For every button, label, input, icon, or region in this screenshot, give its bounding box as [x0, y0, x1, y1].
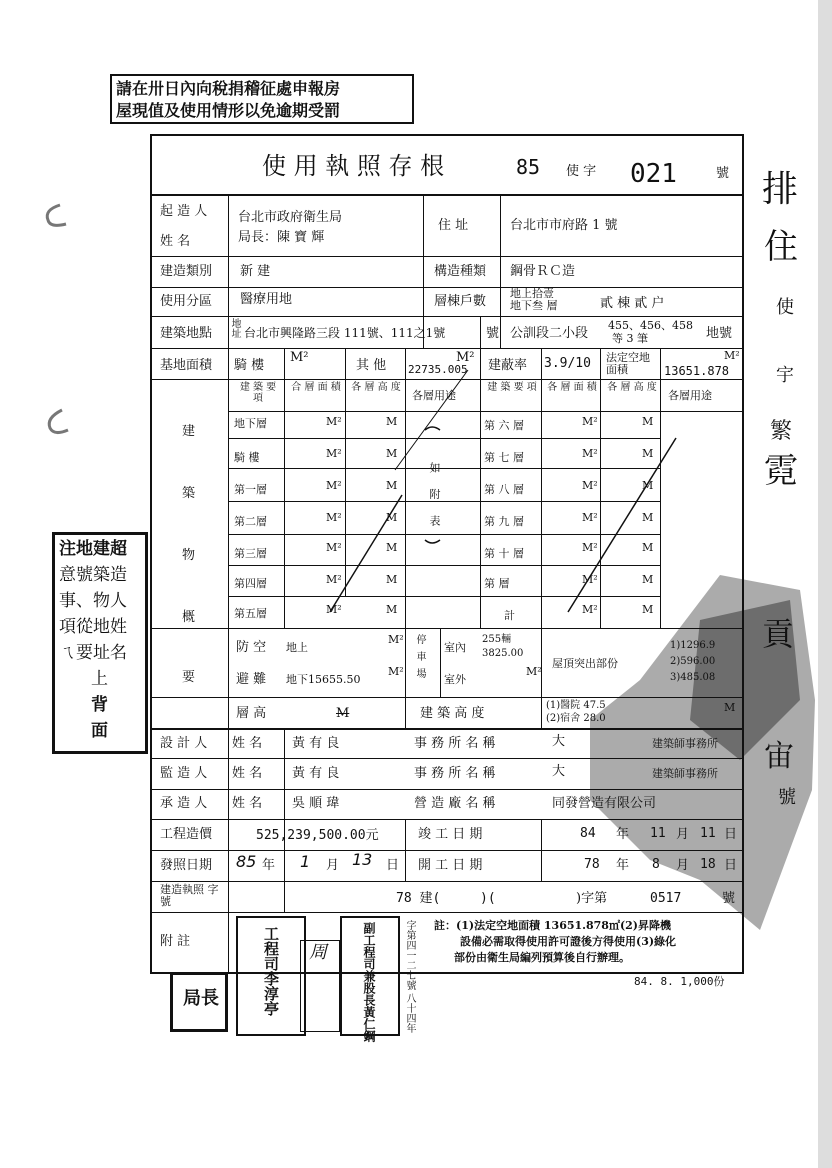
month-char: 月: [676, 827, 690, 842]
unit-m: M: [724, 701, 736, 714]
indoor-label: 室內: [444, 641, 466, 654]
floor-label: 第 八 層: [484, 483, 524, 496]
designer-name: 黃 有 良: [292, 736, 340, 751]
approver2-stamp: [340, 916, 400, 1042]
issue-date-label: 發照日期: [160, 858, 213, 873]
side-notice: [52, 532, 148, 754]
unit-m: M: [386, 447, 398, 460]
shelter-label-top: 防 空: [236, 640, 267, 655]
side-notice-line: ㄟ要址名: [59, 643, 127, 663]
tax-notice-line2: 屋現值及使用情形以免逾期受罰: [116, 101, 341, 120]
lot-numbers-2: 等 3 筆: [612, 332, 648, 345]
office-label: 事 務 所 名 稱: [414, 736, 496, 751]
punch-hole: [49, 410, 68, 433]
unit-m2: M²: [582, 447, 598, 460]
col-height-header: 各 層 高 度: [351, 382, 401, 393]
builder-label: 起 造 人: [160, 204, 208, 219]
buildings-value: 貳 棟 貳 户: [600, 296, 665, 311]
use-zone-value: 醫療用地: [240, 292, 293, 307]
engineer-stamp-text: 工程司李淳亭: [262, 926, 280, 1016]
address-value: 台北市市府路 1 號: [510, 218, 618, 233]
official-seal-text: 局長: [183, 988, 219, 1009]
floor-label: 第四層: [234, 577, 267, 590]
col-usage-header: 各層用途: [412, 389, 456, 402]
builder-value-2: 局長：陳 寶 輝: [238, 230, 325, 245]
roof-value: 3)485.08: [670, 672, 716, 683]
floor-label: 第 十 層: [484, 547, 524, 560]
supervisor-name: 黃 有 良: [292, 766, 340, 781]
issue-day: 13: [352, 850, 373, 869]
floor-label: 第五層: [234, 607, 267, 620]
designer-office-tail: 建築師事務所: [652, 737, 718, 750]
floor-label: 第 九 層: [484, 515, 524, 528]
remark-line-3: 部份由衛生局編列預算後自行辦理。: [454, 951, 630, 964]
name-label: 姓 名: [232, 736, 263, 751]
completion-month: 11: [650, 826, 666, 841]
floor-label: 第一層: [234, 483, 267, 496]
month-char: 月: [676, 858, 690, 873]
permit-number: 0517: [650, 891, 682, 906]
supervisor-office: 大: [552, 764, 566, 779]
site-address-value: 台北市興隆路三段 111號、111之1號: [244, 326, 446, 340]
form-number-suffix: 號: [716, 166, 730, 181]
unit-m: M: [386, 541, 398, 554]
building-height-label: 建 築 高 度: [420, 706, 485, 721]
remark-line-1: 註：(1)法定空地面積 13651.878㎡(2)昇降機: [434, 919, 672, 932]
remark-line-2: 設備必需取得使用許可證後方得使用(3)綠化: [460, 935, 677, 948]
cost-value: 525,239,500.00元: [256, 828, 379, 843]
unit-m: M: [386, 573, 398, 586]
usage-note: 如 附 表: [428, 462, 441, 532]
supervisor-office-tail: 建築師事務所: [652, 767, 718, 780]
col-area2-header: 各 層 面 積: [547, 382, 597, 393]
unit-m: M: [642, 447, 654, 460]
date-stamp-note: 字第四一二七號 八十四年: [404, 920, 415, 1034]
height-value: (1)醫院 47.5: [546, 700, 606, 711]
year-char: 年: [616, 858, 630, 873]
permit-mid2: )字第: [576, 891, 608, 906]
unit-m2: M²: [388, 665, 404, 678]
coverage-label: 建蔽率: [488, 358, 528, 373]
side-notice-line: 注地建超: [59, 539, 127, 559]
outdoor-label: 室外: [444, 673, 466, 686]
parking-label: 停 車 場: [414, 634, 425, 681]
unit-m2: M²: [388, 633, 404, 646]
other-label: 其 他: [356, 358, 387, 373]
lot-suffix: 地號: [706, 326, 733, 341]
unit-m2: M²: [582, 511, 598, 524]
tax-notice: [110, 74, 414, 124]
remarks-label: 附 註: [160, 934, 191, 949]
legal-open-label: 法定空地面積: [606, 351, 650, 376]
company-label: 營 造 廠 名 稱: [414, 796, 496, 811]
unit-m: M: [386, 603, 398, 616]
arcade-label: 騎 樓: [234, 358, 265, 373]
height-value: (2)宿舍 28.0: [546, 713, 606, 724]
side-stamp-char: 貢: [762, 615, 795, 653]
floors-label: 層棟戶數: [434, 294, 487, 309]
contractor-company: 同發營造有限公司: [552, 796, 657, 811]
unit-m: M: [386, 415, 398, 428]
issue-month: 1: [300, 852, 311, 871]
floor-label: 第二層: [234, 515, 267, 528]
parking-indoor-count: 255輛: [482, 634, 512, 645]
site-location-sub: 地址: [229, 318, 240, 338]
start-year: 78: [584, 857, 600, 872]
contractor-label: 承 造 人: [160, 796, 208, 811]
side-notice-line: 背: [91, 695, 108, 715]
build-category-value: 新 建: [240, 264, 271, 279]
section-char: 要: [182, 670, 196, 685]
col-usage2-header: 各層用途: [668, 389, 712, 402]
floors-below: 地下叁 層: [510, 299, 558, 312]
permit-label: 建造執照 字 號: [160, 883, 219, 908]
floor-height-value: M: [336, 706, 350, 721]
side-stamp-char: 排: [762, 169, 799, 210]
coverage-value: 3.9/10: [544, 356, 591, 371]
use-zone-label: 使用分區: [160, 294, 213, 309]
unit-m2: M²: [582, 479, 598, 492]
side-notice-line: 面: [91, 721, 108, 741]
unit-m2: M²: [326, 573, 342, 586]
section-char: 建: [182, 424, 196, 439]
floor-label: 騎 樓: [234, 451, 260, 464]
roof-value: 1)1296.9: [670, 640, 716, 651]
day-char: 日: [724, 827, 738, 842]
unit-m2: M²: [724, 349, 740, 362]
unit-m2: M²: [326, 511, 342, 524]
structure-value: 鋼骨ＲＣ造: [510, 264, 576, 279]
office-label: 事 務 所 名 稱: [414, 766, 496, 781]
parking-indoor-area: 3825.00: [482, 648, 524, 659]
side-notice-line: 上: [91, 669, 108, 689]
unit-m2: M²: [326, 603, 342, 616]
start-day: 18: [700, 857, 716, 872]
roof-value: 2)596.00: [670, 656, 716, 667]
floor-label: 第三層: [234, 547, 267, 560]
col-area-header: 合 層 面 積: [291, 382, 341, 393]
scan-edge: [818, 0, 832, 1168]
unit-m: M: [642, 573, 654, 586]
col-item-header: 建 築 要 項: [239, 382, 277, 404]
start-label: 開 工 日 期: [418, 858, 483, 873]
roof-label: 屋頂突出部份: [552, 657, 618, 670]
approver2-stamp-text: 副工程司兼股長黃仁鋼: [362, 922, 376, 1042]
legal-open-value: 13651.878: [664, 364, 730, 378]
side-stamp-char: 繁: [770, 419, 793, 444]
cost-label: 工程造價: [160, 827, 213, 842]
lot-no-label: 號: [486, 326, 500, 341]
unit-m2: M²: [326, 447, 342, 460]
form-title: 使 用 執 照 存 根: [262, 152, 445, 180]
unit-m: M: [642, 511, 654, 524]
floor-label: 第 六 層: [484, 419, 524, 432]
structure-label: 構造種類: [434, 264, 487, 279]
shelter-below: 地下15655.50: [286, 673, 361, 686]
builder-value: 台北市政府衛生局: [238, 210, 343, 225]
unit-m2: M²: [582, 415, 598, 428]
name-label: 姓 名: [232, 796, 263, 811]
section-char: 概: [182, 610, 196, 625]
unit-m2: M²: [582, 541, 598, 554]
supervisor-label: 監 造 人: [160, 766, 208, 781]
col-item2-header: 建 築 要 項: [487, 382, 537, 393]
issue-year: 85: [236, 852, 257, 871]
name-label: 姓 名: [232, 766, 263, 781]
shelter-above: 地上: [286, 641, 308, 654]
designer-office: 大: [552, 734, 566, 749]
completion-label: 竣 工 日 期: [418, 827, 483, 842]
day-char: 日: [386, 858, 400, 873]
unit-m: M: [642, 415, 654, 428]
shelter-label-bottom: 避 難: [236, 672, 267, 687]
side-stamp-char: 宇: [776, 365, 794, 386]
side-stamp-char: 宙: [764, 739, 794, 774]
year-char: 年: [262, 858, 276, 873]
unit-m: M: [642, 541, 654, 554]
month-char: 月: [326, 858, 340, 873]
builder-name-label: 姓 名: [160, 234, 191, 249]
side-notice-line: 意號築造: [59, 565, 127, 585]
lot-section: 公訓段二小段: [510, 326, 589, 341]
section-char: 物: [182, 548, 196, 563]
floors-above: 地上拾壹: [510, 287, 554, 300]
unit-m2: M²: [526, 665, 542, 678]
lot-numbers: 455、456、458: [608, 319, 693, 332]
build-category-label: 建造類別: [160, 264, 213, 279]
col-height2-header: 各 層 高 度: [607, 382, 657, 393]
form-type-label: 使 字: [566, 164, 597, 179]
start-month: 8: [652, 857, 660, 872]
side-stamp-char: 住: [764, 227, 798, 267]
side-notice-line: 事、物人: [59, 591, 127, 611]
unit-m2: M²: [326, 479, 342, 492]
form-print-note: 84. 8. 1,000份: [634, 975, 725, 988]
unit-m2: M²: [582, 573, 598, 586]
year-char: 年: [616, 827, 630, 842]
floor-height-label: 層 高: [236, 706, 267, 721]
permit-suffix: 號: [722, 891, 736, 906]
side-stamp-char: 使: [776, 297, 794, 318]
unit-m: M: [642, 479, 654, 492]
other-area-value: 22735.005: [408, 363, 468, 376]
form-number: 021: [630, 159, 677, 189]
approver-stamp-text: 周: [309, 942, 327, 963]
punch-hole: [47, 205, 66, 225]
approver-stamp: [300, 940, 340, 1032]
unit-m: M: [386, 511, 398, 524]
completion-year: 84: [580, 826, 596, 841]
floor-label: 計: [504, 609, 515, 622]
engineer-stamp: [236, 916, 306, 1036]
completion-day: 11: [700, 826, 716, 841]
unit-m2: M²: [456, 350, 475, 365]
site-area-label: 基地面積: [160, 358, 213, 373]
designer-label: 設 計 人: [160, 736, 208, 751]
section-char: 築: [182, 486, 196, 501]
side-stamp-char: 霓: [764, 451, 798, 491]
unit-m2: M²: [290, 350, 309, 365]
unit-m2: M²: [326, 415, 342, 428]
floor-label: 第 七 層: [484, 451, 524, 464]
unit-m: M: [642, 603, 654, 616]
unit-m2: M²: [326, 541, 342, 554]
permit-mid: )(: [480, 891, 496, 906]
site-location-label: 建築地點: [160, 326, 213, 341]
floor-label: 第 層: [484, 577, 510, 590]
form-year: 85: [516, 155, 541, 179]
unit-m2: M²: [582, 603, 598, 616]
permit-prefix: 78 建(: [396, 891, 441, 906]
contractor-name: 吳 順 瑋: [292, 796, 340, 811]
side-stamp-char: 號: [778, 787, 796, 808]
day-char: 日: [724, 858, 738, 873]
address-label: 住 址: [438, 218, 469, 233]
floor-label: 地下層: [234, 417, 267, 430]
side-notice-line: 項從地姓: [59, 617, 127, 637]
tax-notice-line1: 請在卅日內向稅捐稽征處申報房: [116, 79, 341, 98]
official-seal: [170, 972, 228, 1032]
unit-m: M: [386, 479, 398, 492]
